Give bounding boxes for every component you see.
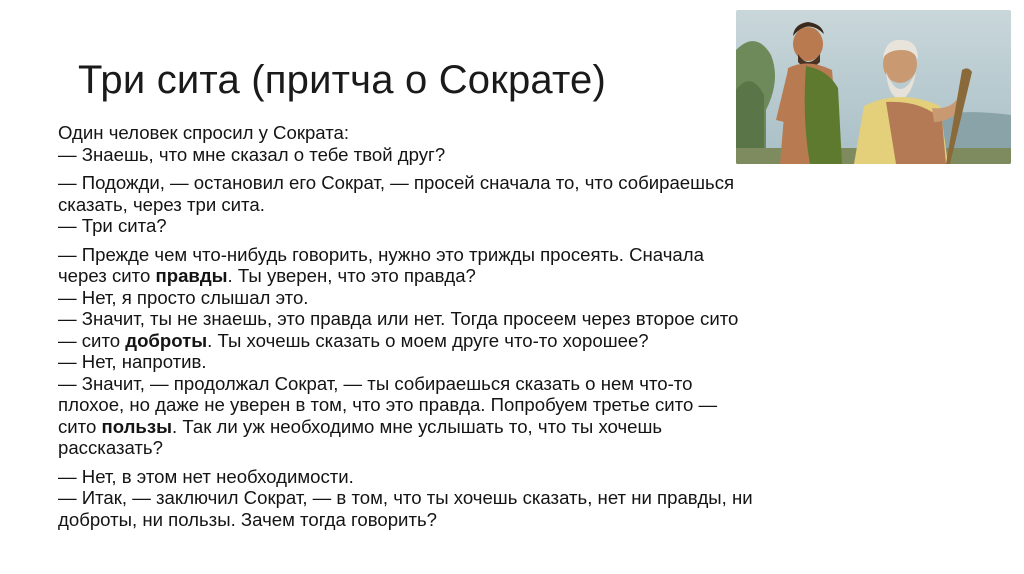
text-run: — Знаешь, что мне сказал о тебе твой друг? [58,143,446,165]
text-line [58,487,958,509]
text-run: — Три сита? [58,215,167,236]
bold-term-usefulness: пользы [101,415,172,437]
paragraph [58,172,958,237]
text-run: доброты, ни пользы. Зачем тогда говорить? [58,508,437,530]
text-line [58,194,958,216]
text-run: — Значит, ты не знаешь, это правда или нет. Тогда просеем через второе сито [58,308,739,329]
text-line [58,351,958,373]
parable-text [58,122,958,537]
slide-title: Три сита (притча о Сократе) [78,58,606,102]
text-run: . Так ли уж необходимо мне услышать то, что ты хочешь [172,415,663,437]
text-run: — Нет, напротив. [58,351,207,372]
text-run: — Прежде чем что-нибудь говорить, нужно это трижды просеять. Сначала [58,243,704,265]
text-run: — сито [58,329,126,351]
text-run: — Нет, я просто слышал это. [58,286,309,308]
text-run: — Итак, — заключил Сократ, — в том, что ты хочешь сказать, нет ни правды, ни [58,487,753,508]
text-line [58,394,958,416]
text-line [58,144,958,166]
paragraph [58,244,958,459]
text-line [58,437,958,459]
text-run: через сито [58,265,156,286]
text-run: плохое, но даже не уверен в том, что это правда. Попробуем третье сито — [58,394,718,415]
text-run: рассказать? [58,437,163,458]
paragraph [58,466,958,531]
text-run: сказать, через три сита. [58,193,265,215]
text-run: — Значит, — продолжал Сократ, — ты собираешься сказать о нем что-то [58,372,693,394]
text-line [58,244,958,266]
text-line [58,416,958,438]
text-line [58,330,958,352]
text-run: Один человек спросил у Сократа: [58,122,350,143]
paragraph [58,122,958,165]
bold-term-truth: правды [155,265,228,286]
text-line [58,265,958,287]
text-line [58,466,958,488]
text-run: сито [58,415,102,437]
text-run: . Ты уверен, что это правда? [227,265,476,286]
text-run: . Ты хочешь сказать о моем друге что-то хорошее? [207,329,649,351]
text-line [58,308,958,330]
text-line [58,287,958,309]
text-run: — Подожди, — остановил его Сократ, — просей сначала то, что собираешься [58,172,735,193]
text-line [58,172,958,194]
text-run: — Нет, в этом нет необходимости. [58,465,354,487]
bold-term-kindness: доброты [125,329,208,351]
text-line [58,122,958,144]
text-line [58,373,958,395]
text-line [58,215,958,237]
text-line [58,509,958,531]
